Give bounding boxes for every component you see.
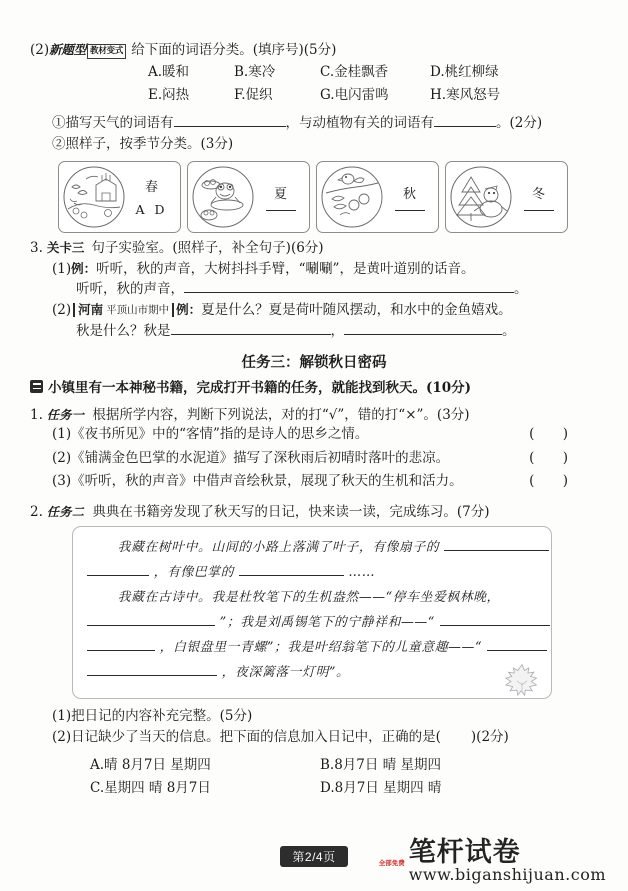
task-2-header (30, 500, 598, 520)
season-classification-row (58, 161, 598, 233)
task-3-lead-row (30, 378, 598, 399)
task-2-sub-1 (52, 706, 598, 727)
diary-line-2 (87, 561, 537, 586)
item-1-number: (1) (52, 260, 72, 277)
diary-line-1-text: 我藏在树叶中。山间的小路上落满了叶子，有像扇子的 (117, 540, 440, 556)
task-1-prompt: 根据所学内容，判断下列说法，对的打“√”，错的打“×”。(3分) (92, 407, 470, 424)
task-2-prompt: 典典在书籍旁发现了秋天写的日记，快来读一读，完成练习。(7分) (92, 504, 490, 521)
choice-d-text: 8月7日 星期四 晴 (334, 780, 442, 797)
question-3-header (30, 238, 598, 259)
question-3-item-1-answer (76, 279, 598, 300)
winter-snowman-pine-icon (446, 164, 516, 230)
diary-line-4 (87, 611, 537, 636)
true-false-row-1 (52, 423, 598, 447)
diary-blank-1[interactable] (444, 538, 549, 551)
sub1-suffix: 。(2分) (496, 114, 543, 131)
question-3-title: 句子实验室。(照样子，补全句子)(6分) (91, 239, 324, 256)
badge-new-question-type: 新题型 教材变式 (49, 40, 126, 60)
tf-1-text: 《夜书所见》中的“客情”指的是诗人的思乡之情。 (71, 426, 369, 443)
watermark (378, 837, 606, 884)
weather-words-blank[interactable] (174, 113, 286, 127)
diary-line-5-text: ，白银盘里一青螺”；我是叶绍翁笔下的儿童意趣——“ (159, 639, 483, 655)
diary-line-3 (87, 586, 537, 611)
summer-answer-area (258, 183, 309, 211)
item-1-answer-suffix: 。 (514, 281, 528, 298)
autumn-bird-fruit-branch-icon (317, 164, 387, 230)
choice-b-key: B. (320, 756, 335, 773)
question-2-number: (2) (30, 42, 50, 58)
choice-c-key: C. (90, 780, 105, 797)
sub1-middle: ，与动植物有关的词语有 (285, 114, 434, 131)
true-false-row-2 (52, 447, 598, 471)
season-box-winter[interactable] (445, 161, 568, 233)
task-2-sub-2 (52, 727, 598, 748)
choice-row-ab (90, 754, 598, 778)
tf-1-number: (1) (52, 426, 72, 443)
winter-answer-area (516, 183, 567, 211)
season-answer-winter-blank[interactable] (524, 209, 554, 211)
question-3-item-2-answer (76, 321, 598, 342)
choice-b-text: 8月7日 晴 星期四 (334, 756, 441, 773)
choice-a-key: A. (90, 756, 105, 773)
summer-frog-lotus-icon (188, 164, 258, 230)
question-2-sub-2: ②照样子，按季节分类。(3分) (52, 135, 234, 152)
tf-3-text: 《听听，秋的声音》中借声音绘秋景，展现了秋天的生机和活力。 (71, 473, 463, 490)
question-3-number: 3. (30, 239, 43, 256)
choice-row-cd (90, 777, 598, 801)
tf-2-answer[interactable]: ( ) (529, 449, 580, 466)
word-options-line-2 (148, 84, 598, 107)
task-1-number: 1. (30, 407, 43, 424)
item-1-answer-blank[interactable] (184, 280, 514, 294)
task-2-sub-2-number: (2) (52, 728, 72, 745)
list-icon (30, 380, 43, 393)
item-2-example-label: 例： (176, 302, 202, 318)
tf-3-answer[interactable]: ( ) (529, 473, 580, 490)
diary-line-6 (87, 661, 537, 686)
diary-line-5 (87, 636, 537, 661)
page-number-badge: 第2/4页 (280, 846, 347, 867)
diary-blank-4[interactable] (87, 613, 215, 626)
diary-line-6-text: ，夜深篱落一灯明”。 (221, 664, 350, 680)
task-2-label: 任务二 (46, 505, 85, 520)
season-answer-summer-blank[interactable] (266, 209, 296, 211)
plant-animal-words-blank[interactable] (434, 113, 496, 127)
task-2-number: 2. (30, 504, 43, 521)
question-3-item-1-example (52, 259, 598, 280)
tf-3-number: (3) (52, 473, 72, 490)
season-label-summer: 夏 (273, 186, 287, 202)
diary-blank-8[interactable] (87, 663, 217, 676)
item-2-example-text: 夏是什么？夏是荷叶随风摆动，和水中的金鱼嬉戏。 (201, 302, 512, 319)
spring-village-swallows-icon (59, 164, 129, 230)
item-1-example-label: 例： (71, 260, 97, 276)
watermark-brand: 笔杆试卷 (408, 837, 521, 868)
region-city: 平顶山市期中 (106, 303, 170, 316)
choice-a[interactable] (90, 754, 320, 778)
diary-line-4-text: ”；我是刘禹锡笔下的宁静祥和——“ (219, 614, 435, 630)
badge-textbook-variant: 教材变式 (87, 44, 126, 59)
diary-line-2-ellipsis: …… (348, 565, 376, 580)
option-a: A.暖和 (148, 63, 190, 80)
season-label-spring: 春 (144, 180, 158, 196)
choice-d[interactable] (320, 777, 441, 801)
question-3-label: 关卡三 (46, 239, 85, 255)
season-label-autumn: 秋 (402, 186, 416, 202)
tf-2-number: (2) (52, 449, 72, 466)
word-options-line-1 (148, 61, 598, 84)
season-box-spring[interactable] (58, 161, 181, 233)
task-3-lead: 小镇里有一本神秘书籍，完成打开书籍的任务，就能找到秋天。(10分) (48, 380, 472, 397)
region-province: 河南 (78, 302, 104, 318)
item-2-answer-suffix: 。 (502, 323, 516, 340)
item-2-answer-prefix: 秋是什么？秋是 (76, 323, 171, 340)
maple-leaf-icon (501, 662, 543, 696)
option-b: B.寒冷 (234, 63, 276, 80)
season-box-autumn[interactable] (316, 161, 439, 233)
diary-blank-7[interactable] (487, 638, 547, 651)
tf-1-answer[interactable]: ( ) (529, 426, 580, 443)
season-label-winter: 冬 (531, 186, 545, 202)
task-2-sub-2-text: 日记缺少了当天的信息。把下面的信息加入日记中，正确的是( (71, 728, 441, 745)
season-answer-spring[interactable]: A D (135, 202, 168, 218)
season-answer-autumn-blank[interactable] (395, 209, 425, 211)
region-tag-henan (73, 303, 174, 317)
diary-line-1 (87, 536, 537, 561)
task-1-label: 任务一 (46, 408, 85, 423)
diary-blank-2[interactable] (87, 563, 149, 576)
diary-blank-6[interactable] (87, 638, 155, 651)
choice-c[interactable] (90, 777, 320, 801)
diary-line-2-text: ，有像巴掌的 (153, 565, 235, 580)
question-3-item-2-example (52, 300, 598, 321)
diary-blank-5[interactable] (440, 613, 550, 626)
watermark-free-label: 全部免费 (378, 858, 405, 867)
sub1-prefix: ①描写天气的词语有 (52, 114, 174, 131)
autumn-answer-area (387, 183, 438, 211)
question-2-sub-1 (52, 113, 598, 134)
task-2-sub-1-text: 把日记的内容补充完整。(5分) (71, 707, 253, 724)
season-box-summer[interactable] (187, 161, 310, 233)
spring-answer-area (129, 176, 180, 217)
diary-blank-3[interactable] (239, 563, 344, 576)
option-e: E.闷热 (148, 86, 190, 103)
diary-line-3-text: 我藏在古诗中。我是杜牧笔下的生机盎然——“停车坐爱枫林晚， (117, 589, 500, 605)
true-false-row-3 (52, 470, 598, 494)
question-2-prompt: 给下面的词语分类。(填序号)(5分) (131, 42, 337, 58)
item-2-answer-blank-2[interactable] (344, 322, 502, 336)
choice-b[interactable] (320, 754, 441, 778)
item-2-answer-middle: ， (330, 323, 344, 340)
option-h: H.寒风怒号 (430, 86, 501, 103)
question-2-header (30, 40, 598, 61)
item-1-example-text: 听听，秋的声音，大树抖抖手臂，“唰唰”，是黄叶道别的话音。 (96, 260, 475, 277)
diary-card (72, 526, 552, 699)
option-d: D.桃红柳绿 (430, 63, 499, 80)
option-f: F.促织 (234, 86, 273, 103)
task-1-header (30, 403, 598, 423)
option-g: G.电闪雷鸣 (320, 86, 389, 103)
option-c: C.金桂飘香 (320, 63, 389, 80)
task-2-sub-2-suffix: )(2分) (470, 728, 509, 745)
choice-d-key: D. (320, 780, 335, 797)
item-2-number: (2) (52, 302, 72, 319)
choice-a-text: 晴 8月7日 星期四 (104, 756, 211, 773)
task-2-sub-1-number: (1) (52, 707, 72, 724)
tf-2-text: 《铺满金色巴掌的水泥道》描写了深秋雨后初晴时落叶的悲凉。 (71, 449, 450, 466)
item-2-answer-blank-1[interactable] (171, 322, 331, 336)
choice-c-text: 星期四 晴 8月7日 (104, 780, 211, 797)
task-3-title: 任务三：解锁秋日密码 (241, 354, 387, 372)
watermark-url: www.biganshijuan.com (408, 865, 606, 884)
item-1-answer-prefix: 听听，秋的声音， (76, 281, 184, 298)
